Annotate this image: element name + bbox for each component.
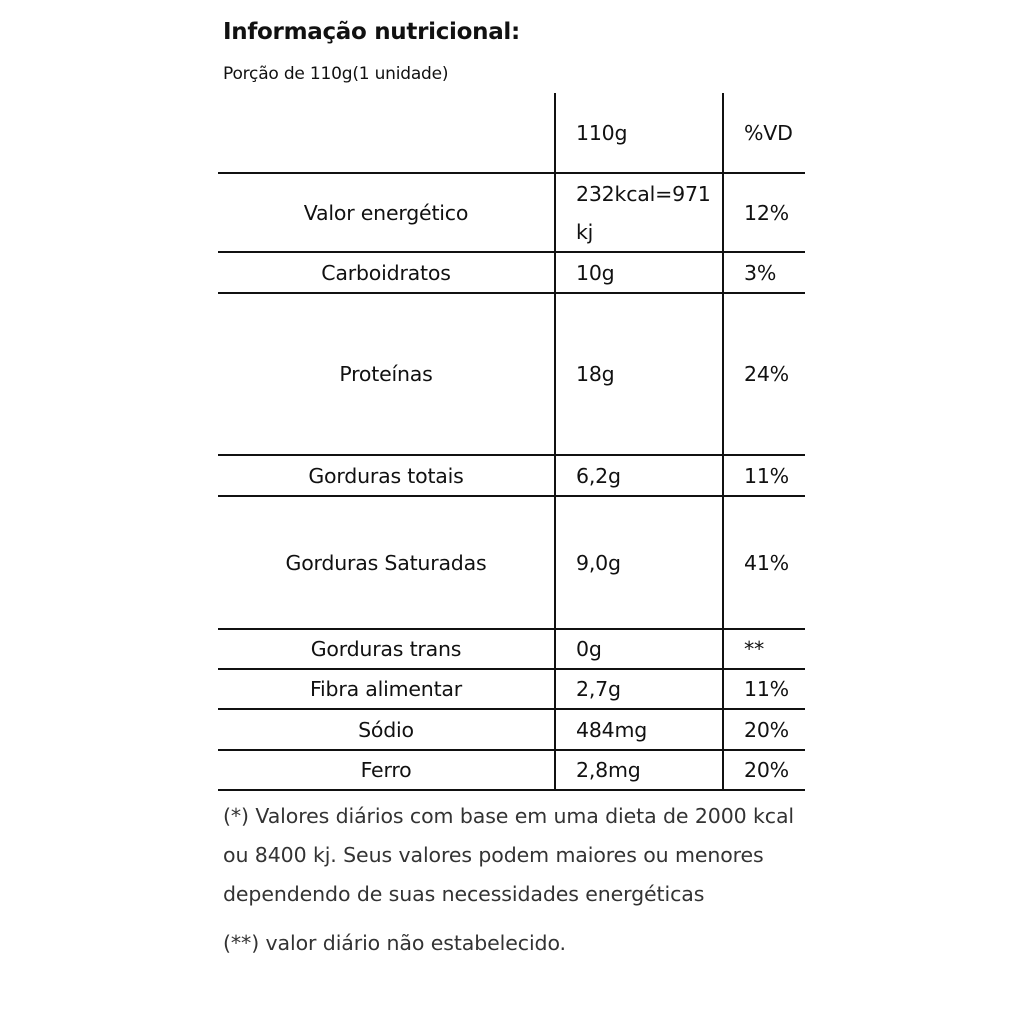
- table-header-row: [218, 93, 805, 173]
- footnotes: [223, 797, 813, 963]
- table-row: [218, 455, 805, 496]
- nutrient-quantity: 0g: [555, 629, 723, 669]
- nutrient-quantity: 232kcal=971 kj: [555, 173, 723, 252]
- table-row: [218, 173, 805, 252]
- nutrient-name: Valor energético: [218, 173, 555, 252]
- table-row: [218, 629, 805, 669]
- nutrient-quantity: 9,0g: [555, 496, 723, 629]
- nutrient-name: Gorduras trans: [218, 629, 555, 669]
- header-quantity: 110g: [555, 93, 723, 173]
- nutrient-quantity: 6,2g: [555, 455, 723, 496]
- nutrient-daily-value: 11%: [723, 669, 805, 709]
- nutrient-name: Proteínas: [218, 293, 555, 455]
- nutrient-daily-value: 20%: [723, 709, 805, 750]
- header-daily-value: %VD: [723, 93, 805, 173]
- nutrient-name: Ferro: [218, 750, 555, 790]
- nutrient-daily-value: **: [723, 629, 805, 669]
- nutrition-table: [218, 93, 805, 791]
- nutrient-quantity: 2,7g: [555, 669, 723, 709]
- daily-values-footnote: (*) Valores diários com base em uma dieta de 2000 kcal ou 8400 kj. Seus valores podem maiores ou menores dependendo de suas necessidades energéticas: [223, 804, 795, 906]
- nutrient-quantity: 484mg: [555, 709, 723, 750]
- nutrient-name: Gorduras Saturadas: [218, 496, 555, 629]
- nutrient-daily-value: 3%: [723, 252, 805, 293]
- nutrient-quantity: 18g: [555, 293, 723, 455]
- nutrient-name: Carboidratos: [218, 252, 555, 293]
- nutrient-daily-value: 24%: [723, 293, 805, 455]
- table-row: [218, 252, 805, 293]
- nutrient-quantity: 10g: [555, 252, 723, 293]
- not-established-footnote: (**) valor diário não estabelecido.: [223, 931, 566, 955]
- table-row: [218, 496, 805, 629]
- table-row: [218, 293, 805, 455]
- nutrient-name: Gorduras totais: [218, 455, 555, 496]
- table-row: [218, 709, 805, 750]
- portion-size: Porção de 110g(1 unidade): [223, 64, 449, 84]
- nutrient-daily-value: 41%: [723, 496, 805, 629]
- nutrient-daily-value: 12%: [723, 173, 805, 252]
- nutrient-daily-value: 11%: [723, 455, 805, 496]
- nutrient-name: Sódio: [218, 709, 555, 750]
- nutrient-daily-value: 20%: [723, 750, 805, 790]
- table-row: [218, 669, 805, 709]
- page-title: Informação nutricional:: [223, 19, 520, 45]
- table-row: [218, 750, 805, 790]
- nutrient-quantity: 2,8mg: [555, 750, 723, 790]
- header-nutrient: [218, 93, 555, 173]
- nutrient-name: Fibra alimentar: [218, 669, 555, 709]
